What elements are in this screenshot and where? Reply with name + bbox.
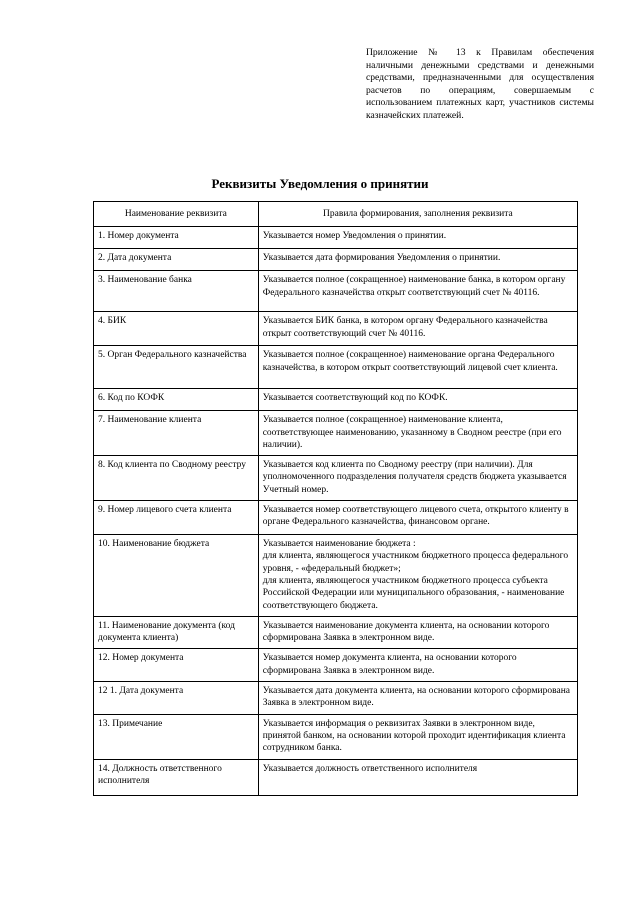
requisite-rule — [258, 249, 577, 271]
rule-line: Указывается соответствующий код по КОФК. — [262, 393, 448, 404]
rule-line: Указывается номер документа клиента, на основании которого сформирована Заявка в электронном виде. — [262, 653, 517, 676]
requisite-rule — [258, 227, 577, 249]
requisite-name: 12 1. Дата документа — [94, 682, 259, 715]
requisite-rule — [258, 389, 577, 411]
table-row — [94, 649, 578, 682]
table-row — [94, 535, 578, 617]
requisite-name: 5. Орган Федерального казначейства — [94, 346, 259, 389]
table-row — [94, 271, 578, 312]
table-row — [94, 682, 578, 715]
requisite-name: 3. Наименование банка — [94, 271, 259, 312]
requisite-rule — [258, 501, 577, 535]
rule-line: Указывается дата формирования Уведомления о принятии. — [262, 253, 501, 264]
table-row — [94, 312, 578, 346]
table-header-row — [94, 202, 578, 227]
requisite-name: 4. БИК — [94, 312, 259, 346]
requisite-rule — [258, 411, 577, 456]
rule-line: Указывается код клиента по Сводному реестру (при наличии). Для уполномоченного подразделения получателя средств бюджета указывается Учетный номер. — [262, 460, 567, 495]
requisite-name: 6. Код по КОФК — [94, 389, 259, 411]
requisite-name: 8. Код клиента по Сводному реестру — [94, 456, 259, 501]
requisites-table — [93, 201, 578, 796]
requisite-rule — [258, 456, 577, 501]
requisite-name: 14. Должность ответственного исполнителя — [94, 759, 259, 795]
table-row — [94, 411, 578, 456]
table-row — [94, 456, 578, 501]
requisite-rule — [258, 346, 577, 389]
requisite-name: 7. Наименование клиента — [94, 411, 259, 456]
requisite-rule — [258, 535, 577, 617]
requisite-rule — [258, 714, 577, 759]
requisite-name: 12. Номер документа — [94, 649, 259, 682]
rule-line: Указывается дата документа клиента, на основании которого сформирована Заявка в электронном виде. — [262, 686, 570, 709]
table-row — [94, 759, 578, 795]
rule-line: Указывается должность ответственного исполнителя — [262, 763, 478, 774]
table-body — [94, 227, 578, 795]
document-title: Реквизиты Уведомления о принятии — [211, 176, 429, 191]
table-row — [94, 249, 578, 271]
table-row — [94, 346, 578, 389]
requisite-rule — [258, 682, 577, 715]
requisite-name: 13. Примечание — [94, 714, 259, 759]
rule-line: для клиента, являющегося участником бюджетного процесса субъекта Российской Федерации или муниципального образования, - наименование соответствующего бюджета. — [262, 575, 565, 611]
requisite-rule — [258, 649, 577, 682]
rule-line: Указывается информация о реквизитах Заявки в электронном виде, принятой банком, на основании которой проходит идентификация клиента сотрудником банка. — [262, 718, 566, 754]
table-row — [94, 616, 578, 649]
appendix-note: Приложение № 13 к Правилам обеспечения наличными денежными средствами и денежными средствами, предназначенными для осуществления расчетов по операциям, совершаемым с использованием платежных карт, участников системы казначейских платежей. — [366, 47, 594, 121]
rule-line: Указывается БИК банка, в котором органу Федерального казначейства открыт соответствующий счет № 40116. — [262, 316, 548, 339]
requisite-name: 2. Дата документа — [94, 249, 259, 271]
rule-line: Указывается полное (сокращенное) наименование клиента, соответствующее наименованию, указанному в Сводном реестре (при его наличии). — [262, 415, 562, 450]
table-row — [94, 389, 578, 411]
table-row — [94, 227, 578, 249]
requisite-rule — [258, 759, 577, 795]
rule-line: Указывается полное (сокращенное) наименование органа Федерального казначейства, в котором открыт соответствующий лицевой счет клиента. — [262, 350, 558, 373]
rule-line: Указывается наименование бюджета : — [262, 539, 416, 550]
requisite-name: 10. Наименование бюджета — [94, 535, 259, 617]
requisite-rule — [258, 312, 577, 346]
requisite-rule — [258, 271, 577, 312]
requisite-name: 9. Номер лицевого счета клиента — [94, 501, 259, 535]
rule-line: Указывается наименование документа клиента, на основании которого сформирована Заявка в электронном виде. — [262, 620, 550, 644]
rule-line: Указывается номер соответствующего лицевого счета, открытого клиенту в органе Федерального казначейства, финансовом органе. — [262, 505, 569, 528]
requisite-name: 11. Наименование документа (код документа клиента) — [94, 616, 259, 649]
table-row — [94, 714, 578, 759]
rule-line: Указывается номер Уведомления о принятии. — [262, 231, 447, 242]
requisite-name: 1. Номер документа — [94, 227, 259, 249]
requisite-rule — [258, 616, 577, 649]
rule-line: для клиента, являющегося участником бюджетного процесса федерального уровня, - «федеральный бюджет»; — [262, 551, 569, 574]
table-row — [94, 501, 578, 535]
column-header-rule: Правила формирования, заполнения реквизита — [258, 202, 577, 227]
rule-line: Указывается полное (сокращенное) наименование банка, в котором органу Федерального казначейства открыт соответствующий счет № 40116. — [262, 275, 566, 298]
column-header-name: Наименование реквизита — [94, 202, 259, 227]
